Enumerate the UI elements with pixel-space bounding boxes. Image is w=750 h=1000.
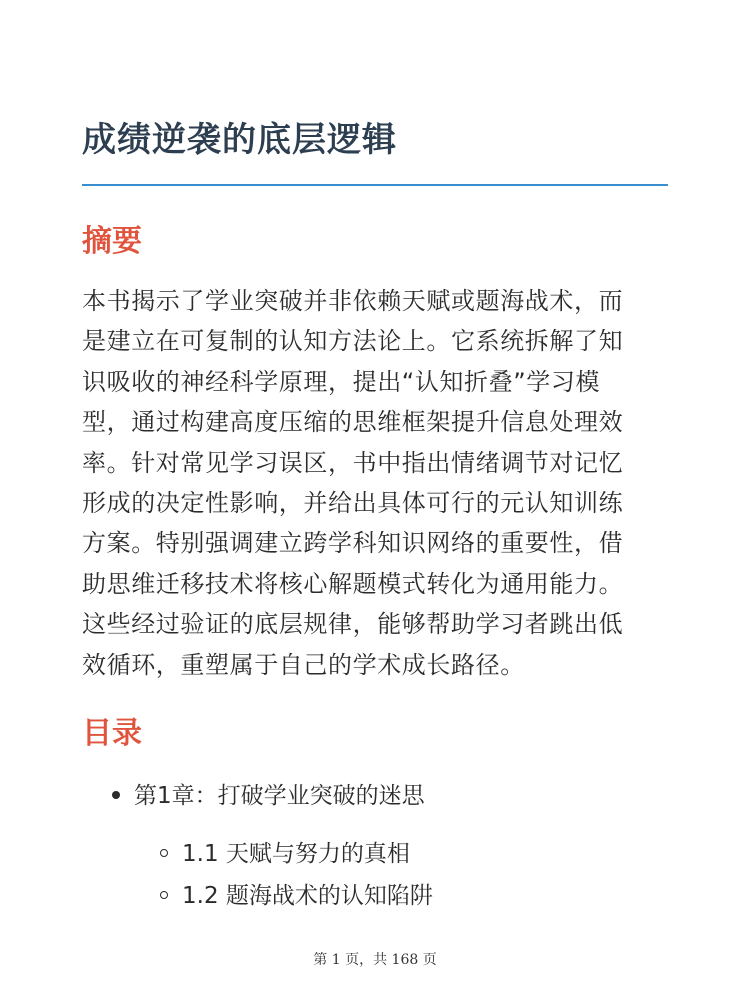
abstract-line: 效循环，重塑属于自己的学术成长路径。 xyxy=(82,650,525,679)
title-divider xyxy=(82,184,668,186)
toc-heading: 目录 xyxy=(82,716,142,751)
bullet-circle-icon xyxy=(160,849,168,857)
bullet-circle-icon xyxy=(160,891,168,899)
toc-chapter-1[interactable] xyxy=(112,780,425,812)
toc-section-1-1[interactable] xyxy=(160,838,410,870)
abstract-line: 率。针对常见学习误区，书中指出情绪调节对记忆 xyxy=(82,448,624,477)
bullet-disc-icon xyxy=(112,791,120,799)
abstract-line: 这些经过验证的底层规律，能够帮助学习者跳出低 xyxy=(82,610,624,639)
document-title: 成绩逆袭的底层逻辑 xyxy=(82,120,397,160)
toc-section-1-2[interactable] xyxy=(160,880,433,912)
toc-chapter-label: 第1章：打破学业突破的迷思 xyxy=(134,783,425,809)
abstract-line: 形成的决定性影响，并给出具体可行的元认知训练 xyxy=(82,489,624,518)
abstract-line: 方案。特别强调建立跨学科知识网络的重要性，借 xyxy=(82,529,624,558)
abstract-heading: 摘要 xyxy=(82,224,142,259)
abstract-line: 本书揭示了学业突破并非依赖天赋或题海战术，而 xyxy=(82,287,624,315)
abstract-line: 是建立在可复制的认知方法论上。它系统拆解了知 xyxy=(82,327,624,356)
toc-section-label: 1.1 天赋与努力的真相 xyxy=(182,841,410,867)
abstract-paragraph xyxy=(82,281,682,685)
abstract-line: 识吸收的神经科学原理，提出“认知折叠”学习模 xyxy=(82,367,601,396)
toc-section-label: 1.2 题海战术的认知陷阱 xyxy=(182,883,433,909)
page-footer: 第 1 页，共 168 页 xyxy=(313,952,437,968)
abstract-line: 型，通过构建高度压缩的思维框架提升信息处理效 xyxy=(82,408,624,437)
abstract-line: 助思维迁移技术将核心解题模式转化为通用能力。 xyxy=(82,569,624,598)
